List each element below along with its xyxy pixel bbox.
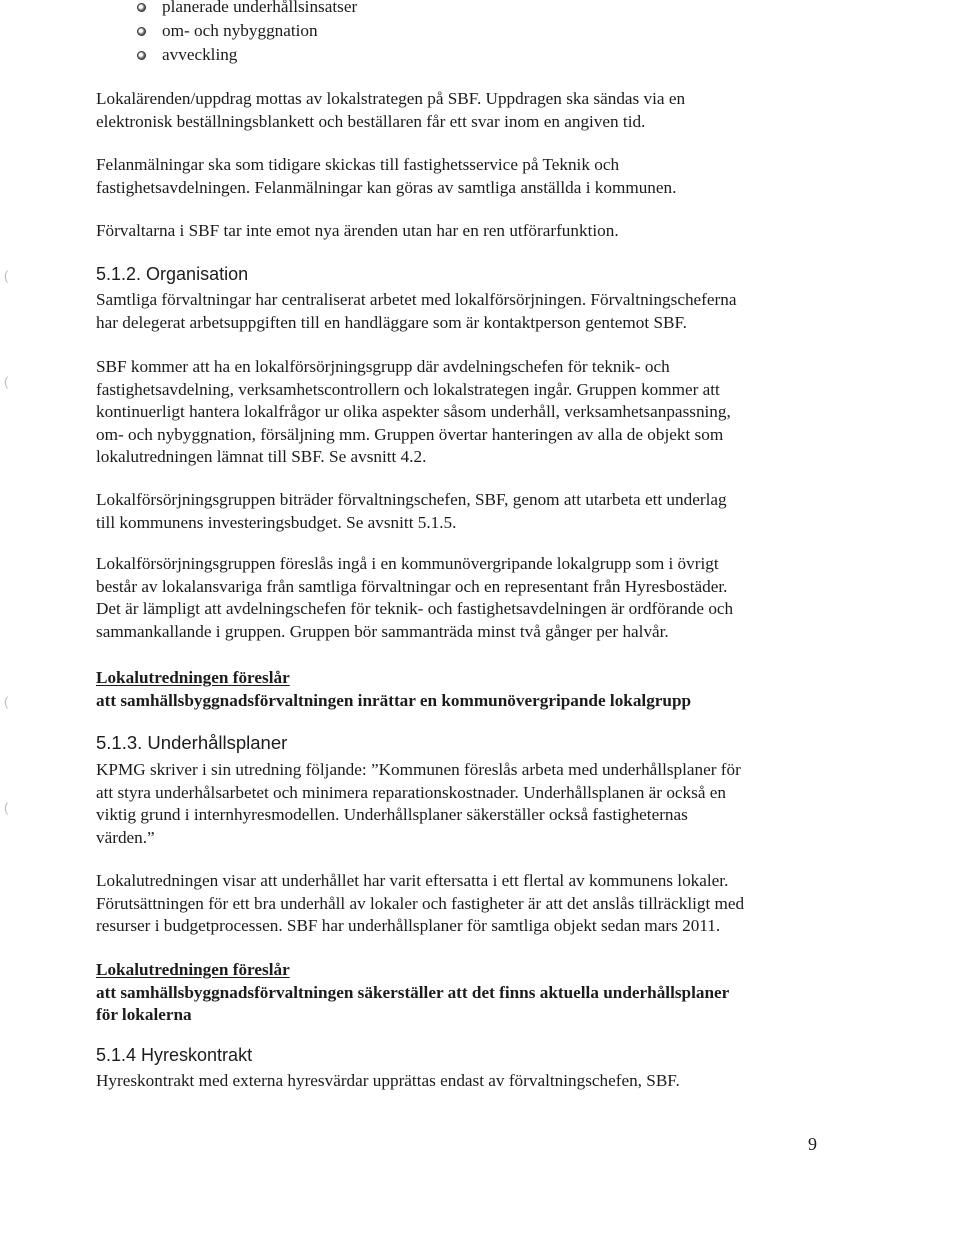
bullet-item [162, 20, 318, 42]
text-line: KPMG skriver i sin utredning följande: ”Kommunen föreslås arbeta med underhållsplaner för [96, 760, 741, 779]
section-heading: 5.1.3. Underhållsplaner [96, 732, 288, 753]
paragraph [96, 870, 744, 938]
text-line: sammankallande i gruppen. Gruppen bör sammanträda minst två gånger per halvår. [96, 621, 669, 641]
text-line: elektronisk beställningsblankett och beställaren får ett svar inom en angiven tid. [96, 111, 646, 131]
bullet-item [162, 44, 237, 66]
text-line: Förutsättningen för ett bra underhåll av lokaler och fastigheter är att det anslås tillräckligt med [96, 893, 745, 913]
text-line: Hyreskontrakt med externa hyresvärdar upprättas endast av förvaltningschefen, SBF. [96, 1071, 680, 1090]
text-line: Lokalärenden/uppdrag mottas av lokalstrategen på SBF. Uppdragen ska sändas via en [96, 89, 686, 108]
recommendation-box [96, 667, 691, 712]
text-line: SBF kommer att ha en lokalförsörjningsgrupp där avdelningschefen för teknik- och [96, 357, 670, 376]
text-line: värden.” [96, 827, 155, 847]
recommendation-text: att samhällsbyggnadsförvaltningen säkerställer att det finns aktuella underhållsplaner [96, 982, 730, 1002]
text-line: lokalutredningen lämnat till SBF. Se avsnitt 4.2. [96, 447, 427, 466]
section-heading: 5.1.2. Organisation [96, 264, 249, 284]
margin-mark: ( [4, 800, 9, 815]
text-line: kontinuerligt hantera lokalfrågor ur olika aspekter såsom underhåll, verksamhetsanpassning, [96, 402, 731, 421]
margin-mark: ( [4, 694, 9, 709]
paragraph [96, 88, 685, 133]
bullet-icon [137, 3, 146, 12]
section-heading: 5.1.4 Hyreskontrakt [96, 1045, 253, 1065]
text-line: Felanmälningar ska som tidigare skickas till fastighetsservice på Teknik och [96, 155, 620, 174]
text-line: Förvaltarna i SBF tar inte emot nya ärenden utan har en ren utförarfunktion. [96, 221, 619, 240]
recommendation-text: att samhällsbyggnadsförvaltningen inrättar en kommunövergripande lokalgrupp [96, 690, 692, 710]
margin-mark: ( [4, 268, 9, 283]
bullet-text: om- och nybyggnation [162, 21, 318, 40]
text-line: består av lokalansvariga från samtliga förvaltningar och en representant från Hyresbostäder. [96, 576, 728, 596]
text-line: resurser i budgetprocessen. SBF har underhållsplaner för samtliga objekt sedan mars 2011. [96, 916, 721, 935]
recommendation-box [96, 959, 729, 1027]
page-number: 9 [808, 1134, 817, 1154]
paragraph [96, 289, 736, 334]
text-line: Det är lämpligt att avdelningschefen för teknik- och fastighetsavdelningen är ordförande och [96, 599, 734, 618]
paragraph [96, 489, 727, 534]
text-line: Lokalförsörjningsgruppen biträder förvaltningschefen, SBF, genom att utarbeta ett underlag [96, 490, 727, 509]
paragraph [96, 1070, 680, 1093]
recommendation-text: för lokalerna [96, 1005, 192, 1024]
bullet-icon [137, 51, 146, 60]
text-line: Lokalförsörjningsgruppen föreslås ingå i en kommunövergripande lokalgrupp som i övrigt [96, 554, 719, 573]
text-line: viktig grund i internhyresmodellen. Underhållsplaner säkerställer också fastigheternas [96, 805, 688, 824]
text-line: till kommunens investeringsbudget. Se avsnitt 5.1.5. [96, 512, 457, 532]
recommendation-heading: Lokalutredningen föreslår [96, 960, 290, 979]
text-line: att styra underhålsarbetet och minimera reparationskostnader. Underhållsplanen är också en [96, 782, 726, 802]
bullet-icon [137, 27, 146, 36]
text-line: har delegerat arbetsuppgiften till en handläggare som är kontaktperson gentemot SBF. [96, 312, 687, 332]
paragraph [96, 154, 676, 199]
text-line: om- och nybyggnation, försäljning mm. Gruppen övertar hanteringen av alla de objekt som [96, 424, 724, 444]
bullet-item [162, 0, 357, 18]
margin-mark: ( [4, 374, 9, 389]
bullet-text: avveckling [162, 45, 238, 64]
text-line: Samtliga förvaltningar har centraliserat arbetet med lokalförsörjningen. Förvaltningscheferna [96, 290, 737, 309]
paragraph [96, 759, 741, 849]
paragraph [96, 553, 733, 643]
text-line: Lokalutredningen visar att underhållet har varit eftersatta i ett flertal av kommunens lokaler. [96, 871, 729, 890]
text-line: fastighetsavdelningen. Felanmälningar kan göras av samtliga anställda i kommunen. [96, 177, 677, 197]
bullet-text: planerade underhållsinsatser [162, 0, 358, 16]
paragraph [96, 356, 731, 469]
recommendation-heading: Lokalutredningen föreslår [96, 668, 290, 687]
text-line: fastighetsavdelning, verksamhetscontrollern och lokalstrategen ingår. Gruppen kommer att [96, 379, 720, 399]
paragraph [96, 220, 619, 243]
